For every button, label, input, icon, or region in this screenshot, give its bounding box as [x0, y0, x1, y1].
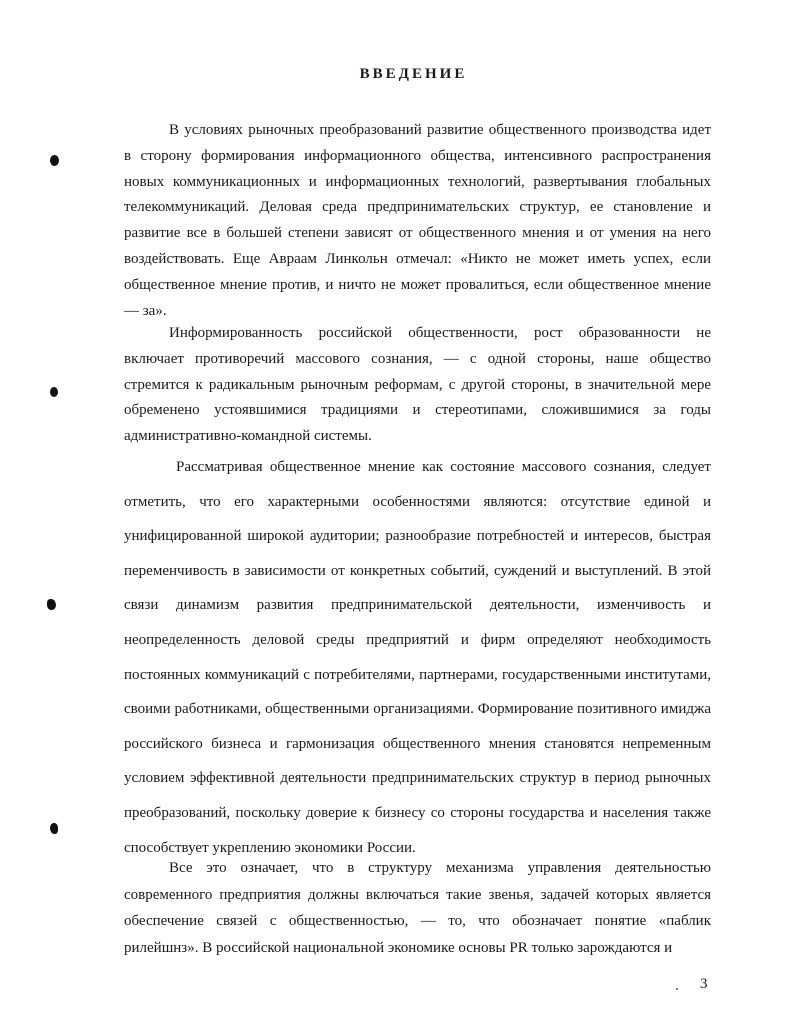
page-number: 3: [700, 976, 708, 992]
paragraph-4: Все это означает, что в структуру механизма управления деятельностью современного предприятия должны включаться такие звенья, задачей которых является обеспечение связей с общественностью, — то, что обозначает понятие «паблик рилейшнз». В российской национальной экономике основы PR только зарождаются и: [124, 860, 711, 956]
page-title: ВВЕДЕНИЕ: [359, 66, 468, 82]
paragraph-2: Информированность российской общественности, рост образованности не включает противоречий массового сознания, — с одной стороны, наше общество стремится к радикальным рыночным реформам, с другой стороны, в значительной мере обременено устоявшимися традициями и стереотипами, сложившимися за годы административно-командной системы.: [124, 325, 711, 445]
binding-hole-mark: [50, 387, 58, 397]
paragraph-3: Рассматривая общественное мнение как состояние массового сознания, следует отметить, что его характерными особенностями являются: отсутствие единой и унифицированной широкой аудитории; разнообразие потребностей и интересов, быстрая переменчивость в зависимости от конкретных событий, суждений и выступлений. В этой связи динамизм развития предпринимательской деятельности, изменчивость и неопределенность деловой среды предприятий и фирм определяют необходимость постоянных коммуникаций с потребителями, партнерами, государственными институтами, своими работниками, общественными организациями. Формирование позитивного имиджа российского бизнеса и гармонизация общественного мнения становятся непременным условием эффективной деятельности предпринимательских структур в период рыночных преобразований, поскольку доверие к бизнесу со стороны государства и населения также способствует укреплению экономики России.: [124, 459, 711, 856]
binding-hole-mark: [50, 823, 58, 834]
binding-hole-mark: [47, 599, 56, 610]
paragraph-1: В условиях рыночных преобразований развитие общественного производства идет в сторону формирования информационного общества, интенсивного распространения новых коммуникационных и информационных технологий, развертывания глобальных телекоммуникаций. Деловая среда предпринимательских структур, ее становление и развитие все в большей степени зависят от общественного мнения и от умения на него воздействовать. Еще Авраам Линкольн отмечал: «Никто не может иметь успех, если общественное мнение против, и ничто не может провалиться, если общественное мнение — за».: [124, 122, 711, 319]
scan-speck: [676, 988, 678, 990]
binding-hole-mark: [50, 155, 59, 166]
